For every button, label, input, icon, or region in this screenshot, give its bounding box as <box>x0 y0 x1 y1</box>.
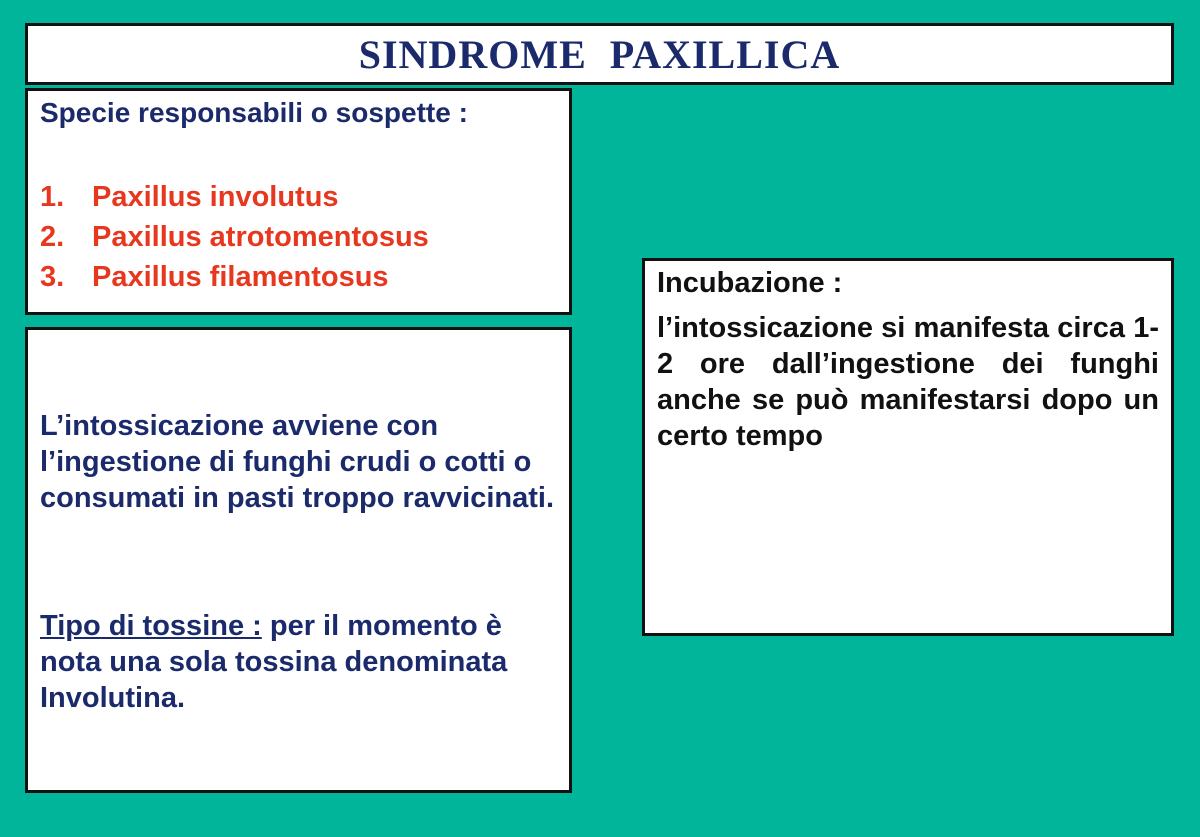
species-box <box>25 88 572 315</box>
page-title: SINDROME PAXILLICA <box>358 31 841 77</box>
list-item <box>40 217 557 257</box>
list-item-name: Paxillus filamentosus <box>92 261 389 293</box>
toxin-text: per il momento è nota una sola tossina denominata Involutina. <box>40 610 508 714</box>
incubation-box <box>642 258 1174 636</box>
list-item-number: 1. <box>40 181 65 213</box>
toxin-label: Tipo di tossine : <box>40 610 262 642</box>
incubation-text: l’intossicazione si manifesta circa 1-2 ore dall’ingestione dei funghi anche se può manifestarsi dopo un certo tempo <box>657 312 1159 452</box>
incubation-heading: Incubazione : <box>657 267 843 299</box>
list-item <box>40 257 557 297</box>
toxin-paragraph <box>40 608 560 716</box>
list-item-number: 2. <box>40 221 65 253</box>
list-item-name: Paxillus atrotomentosus <box>92 221 429 253</box>
species-heading: Specie responsabili o sospette : <box>40 97 468 128</box>
title-box <box>25 23 1174 85</box>
intoxication-text: L’intossicazione avviene con l’ingestione di funghi crudi o cotti o consumati in pasti troppo ravvicinati. <box>40 410 555 514</box>
list-item-number: 3. <box>40 261 65 293</box>
species-list <box>40 177 557 297</box>
list-item-name: Paxillus involutus <box>92 181 339 213</box>
intoxication-box <box>25 327 572 793</box>
list-item <box>40 177 557 217</box>
